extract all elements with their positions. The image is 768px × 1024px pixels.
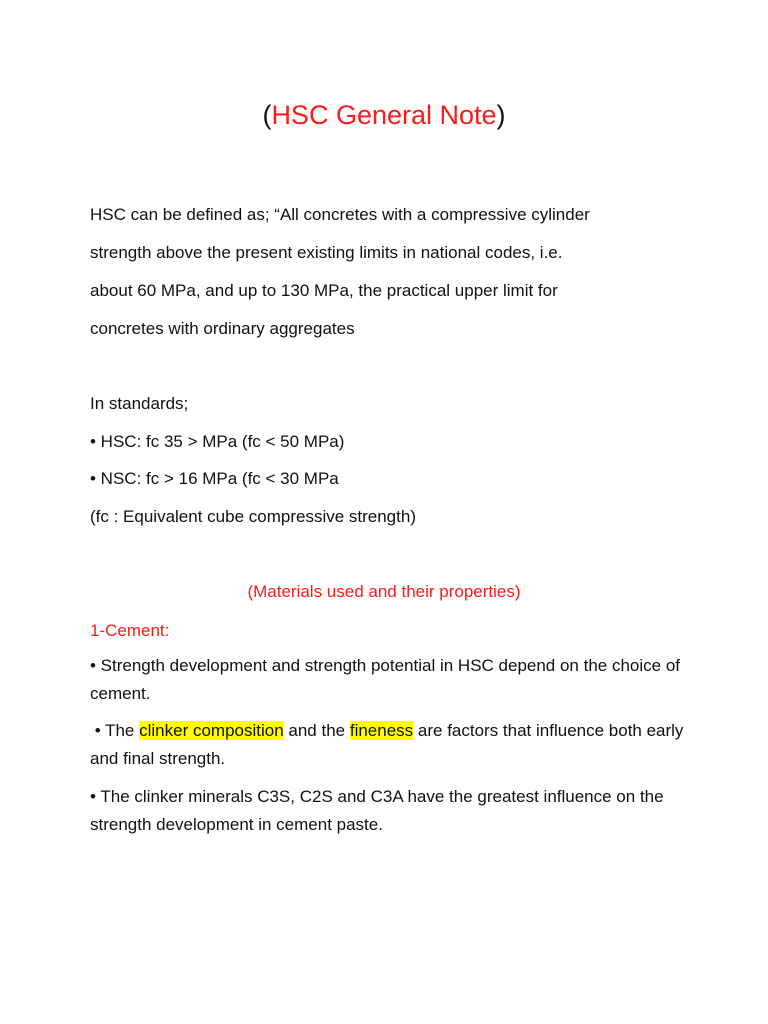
highlight-clinker-composition: clinker composition [139,721,284,740]
definition-line-3: about 60 MPa, and up to 130 MPa, the practical upper limit for [90,281,558,300]
cement-bullet-1: • Strength development and strength potential in HSC depend on the choice of cement. [90,656,681,703]
cement-heading: 1-Cement: [90,621,170,640]
definition-line-4: concretes with ordinary aggregates [90,319,355,338]
definition-line-2: strength above the present existing limits in national codes, i.e. [90,243,563,262]
bullet-2-suffix: are factors that influence both early and final strength. [90,721,684,768]
bullet-2-mid: and the [283,721,350,740]
standards-nsc: • NSC: fc > 16 MPa (fc < 30 MPa [90,469,339,488]
definition-line-1: HSC can be defined as; “All concretes with a compressive cylinder [90,205,590,224]
standards-heading: In standards; [90,394,189,413]
page-title [0,96,768,134]
materials-heading: (Materials used and their properties) [247,582,521,601]
cement-bullet-2 [90,717,690,773]
standards-note: (fc : Equivalent cube compressive strength) [90,507,416,526]
standards-hsc: • HSC: fc 35 > MPa (fc < 50 MPa) [90,432,345,451]
highlight-fineness: fineness [349,721,414,740]
title-close-paren: ) [496,100,506,130]
bullet-2-prefix: • The [90,721,140,740]
title-open-paren: ( [262,100,272,130]
title-text: HSC General Note [271,100,497,130]
cement-bullet-3: • The clinker minerals C3S, C2S and C3A have the greatest influence on the strength development in cement paste. [90,787,664,834]
